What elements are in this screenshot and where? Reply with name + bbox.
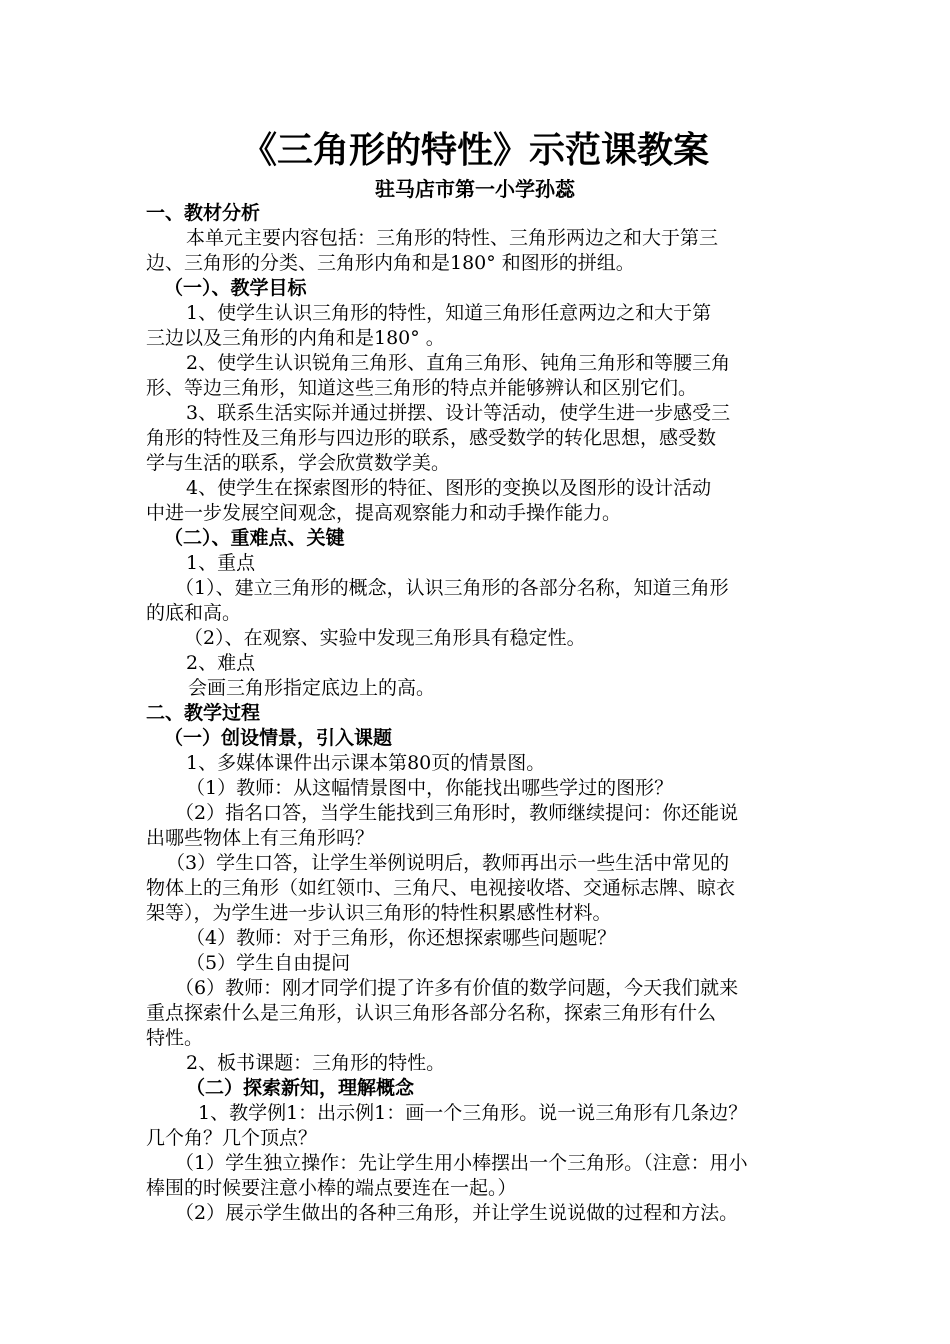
- subsection-heading: （二）、重难点、关键: [164, 527, 345, 549]
- paragraph-line: （3）学生口答，让学生举例说明后，教师再出示一些生活中常见的: [166, 852, 730, 874]
- paragraph-line: 重点探索什么是三角形，认识三角形各部分名称，探索三角形有什么: [146, 1002, 717, 1024]
- paragraph-line: 1、重点: [186, 552, 256, 574]
- paragraph-line: 2、使学生认识锐角三角形、直角三角形、钝角三角形和等腰三角: [186, 352, 731, 374]
- paragraph-line: 棒围的时候要注意小棒的端点要连在一起。）: [146, 1177, 517, 1199]
- paragraph-line: 1、教学例1：出示例1：画一个三角形。说一说三角形有几条边？: [198, 1102, 748, 1124]
- document-title: 《三角形的特性》示范课教案: [240, 129, 709, 171]
- paragraph-line: 特性。: [146, 1027, 204, 1049]
- paragraph-line: 物体上的三角形（如红领巾、三角尺、电视接收塔、交通标志牌、晾衣: [146, 877, 736, 899]
- paragraph-line: （6）教师：刚才同学们提了许多有价值的数学问题，今天我们就来: [175, 977, 739, 999]
- paragraph-line: 学与生活的联系，学会欣赏数学美。: [146, 452, 451, 474]
- paragraph-line: 的底和高。: [146, 602, 242, 624]
- paragraph-line: 会画三角形指定底边上的高。: [188, 677, 436, 699]
- paragraph-line: 2、难点: [186, 652, 256, 674]
- paragraph-line: 4、使学生在探索图形的特征、图形的变换以及图形的设计活动: [186, 477, 712, 499]
- paragraph-line: 出哪些物体上有三角形吗？: [146, 827, 375, 849]
- paragraph-line: （4）教师：对于三角形，你还想探索哪些问题呢？: [186, 927, 617, 949]
- section-heading: 一、教材分析: [146, 202, 261, 224]
- paragraph-line: 3、联系生活实际并通过拼摆、设计等活动，使学生进一步感受三: [186, 402, 731, 424]
- paragraph-line: 2、板书课题：三角形的特性。: [186, 1052, 446, 1074]
- paragraph-line: （2）指名口答，当学生能找到三角形时，教师继续提问：你还能说: [175, 802, 739, 824]
- document-author: 驻马店市第一小学孙蕊: [375, 177, 575, 201]
- paragraph-line: （2）展示学生做出的各种三角形，并让学生说说做的过程和方法。: [175, 1202, 739, 1224]
- paragraph-line: 三边以及三角形的内角和是180° 。: [146, 327, 445, 349]
- paragraph-line: （1）、建立三角形的概念，认识三角形的各部分名称，知道三角形: [175, 577, 729, 599]
- paragraph-line: 1、使学生认识三角形的特性，知道三角形任意两边之和大于第: [186, 302, 712, 324]
- paragraph-line: （5）学生自由提问: [186, 952, 351, 974]
- paragraph-line: （1）教师：从这幅情景图中，你能找出哪些学过的图形？: [186, 777, 674, 799]
- paragraph-line: 1、多媒体课件出示课本第80页的情景图。: [186, 752, 546, 774]
- paragraph-line: 几个角？几个顶点？: [146, 1127, 318, 1149]
- paragraph-line: 形、等边三角形，知道这些三角形的特点并能够辨认和区别它们。: [146, 377, 698, 399]
- paragraph-line: （1）学生独立操作：先让学生用小棒摆出一个三角形。（注意：用小: [175, 1152, 748, 1174]
- paragraph-line: 边、三角形的分类、三角形内角和是180° 和图形的拼组。: [146, 252, 635, 274]
- section-heading: 二、教学过程: [146, 702, 261, 724]
- subsection-heading: （一）创设情景，引入课题: [164, 727, 393, 749]
- paragraph-line: 角形的特性及三角形与四边形的联系，感受数学的转化思想，感受数: [146, 427, 717, 449]
- subsection-heading: （一）、教学目标: [164, 277, 307, 299]
- paragraph-line: 本单元主要内容包括：三角形的特性、三角形两边之和大于第三: [186, 227, 719, 249]
- paragraph-line: 中进一步发展空间观念，提高观察能力和动手操作能力。: [146, 502, 622, 524]
- paragraph-line: （2）、在观察、实验中发现三角形具有稳定性。: [184, 627, 586, 649]
- subsection-heading: （二）探索新知，理解概念: [186, 1077, 415, 1099]
- paragraph-line: 架等），为学生进一步认识三角形的特性积累感性材料。: [146, 902, 612, 924]
